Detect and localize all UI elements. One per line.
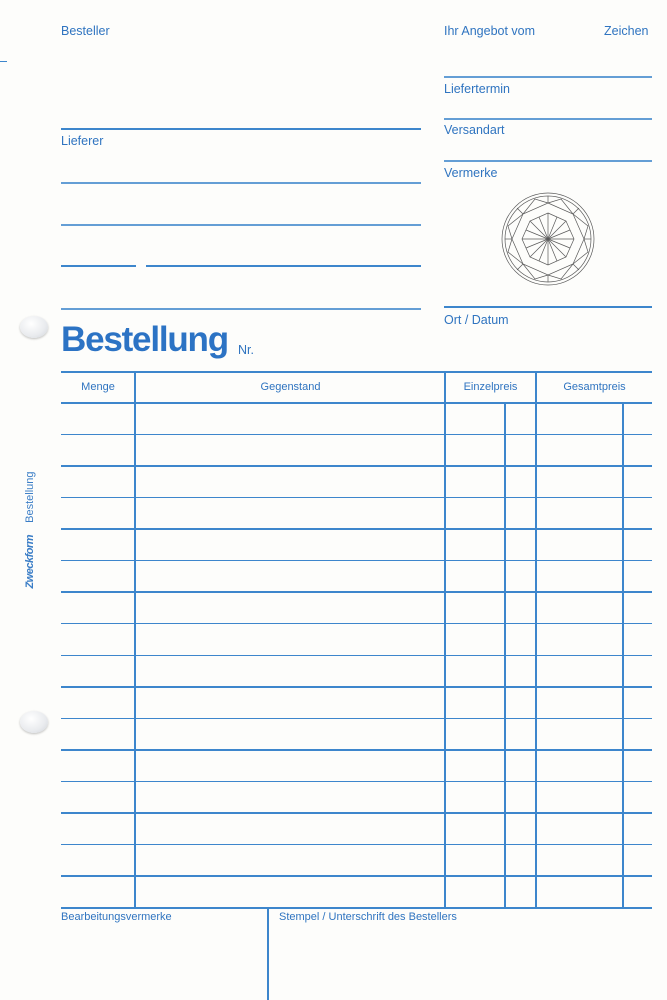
zeichen-label: Zeichen bbox=[604, 24, 649, 38]
besteller-line bbox=[61, 128, 421, 130]
table-bottom-border bbox=[61, 907, 652, 909]
lieferer-line-3b[interactable] bbox=[146, 265, 421, 267]
col-header-gegenstand: Gegenstand bbox=[260, 381, 321, 393]
col-header-menge: Menge bbox=[81, 381, 115, 393]
angebot-line[interactable] bbox=[444, 76, 652, 78]
lieferer-line-3a[interactable] bbox=[61, 265, 136, 267]
table-header-bottom bbox=[61, 402, 652, 404]
table-row-line bbox=[61, 655, 652, 657]
punch-hole-top bbox=[20, 316, 48, 338]
table-row-line bbox=[61, 465, 652, 467]
punch-hole-bottom bbox=[20, 711, 48, 733]
table-row-line bbox=[61, 812, 652, 814]
table-row-line bbox=[61, 781, 652, 783]
table-row-line bbox=[61, 875, 652, 877]
side-branding bbox=[24, 471, 36, 588]
table-row-line bbox=[61, 844, 652, 846]
table-row-line bbox=[61, 497, 652, 499]
bearbeitung-label: Bearbeitungsvermerke bbox=[61, 911, 172, 923]
table-row-line bbox=[61, 560, 652, 562]
col-divider-menge bbox=[134, 371, 136, 908]
table-row-line bbox=[61, 749, 652, 751]
order-number-label: Nr. bbox=[238, 343, 254, 357]
table-row-line bbox=[61, 434, 652, 436]
table-row-line bbox=[61, 623, 652, 625]
col-divider-einzelpreis bbox=[535, 371, 537, 908]
liefertermin-label: Liefertermin bbox=[444, 82, 510, 96]
liefertermin-line[interactable] bbox=[444, 118, 652, 120]
col-header-gesamtpreis: Gesamtpreis bbox=[563, 381, 626, 393]
form-title: Bestellung bbox=[61, 320, 228, 359]
edge-tick-mark bbox=[0, 61, 7, 62]
besteller-label: Besteller bbox=[61, 24, 110, 38]
versandart-line[interactable] bbox=[444, 160, 652, 162]
table-row-line bbox=[61, 718, 652, 720]
table-row-line bbox=[61, 686, 652, 688]
versandart-label: Versandart bbox=[444, 123, 505, 137]
lieferer-line-4[interactable] bbox=[61, 308, 421, 310]
table-row-line bbox=[61, 528, 652, 530]
form-type-text: Bestellung bbox=[24, 471, 36, 523]
footer-divider bbox=[267, 908, 269, 1000]
ort-datum-line[interactable] bbox=[444, 306, 652, 308]
col-header-einzelpreis: Einzelpreis bbox=[463, 381, 518, 393]
stempel-label: Stempel / Unterschrift des Bestellers bbox=[279, 911, 457, 923]
brand-logo-text: Zweckform bbox=[24, 534, 36, 589]
col-divider-gegenstand bbox=[444, 371, 446, 908]
table-top-border bbox=[61, 371, 652, 373]
ort-datum-label: Ort / Datum bbox=[444, 313, 509, 327]
diamond-seal-icon bbox=[500, 191, 596, 287]
lieferer-line-1[interactable] bbox=[61, 182, 421, 184]
vermerke-label: Vermerke bbox=[444, 166, 498, 180]
angebot-label: Ihr Angebot vom bbox=[444, 24, 536, 38]
table-row-line bbox=[61, 591, 652, 593]
lieferer-line-2[interactable] bbox=[61, 224, 421, 226]
lieferer-label: Lieferer bbox=[61, 134, 104, 148]
